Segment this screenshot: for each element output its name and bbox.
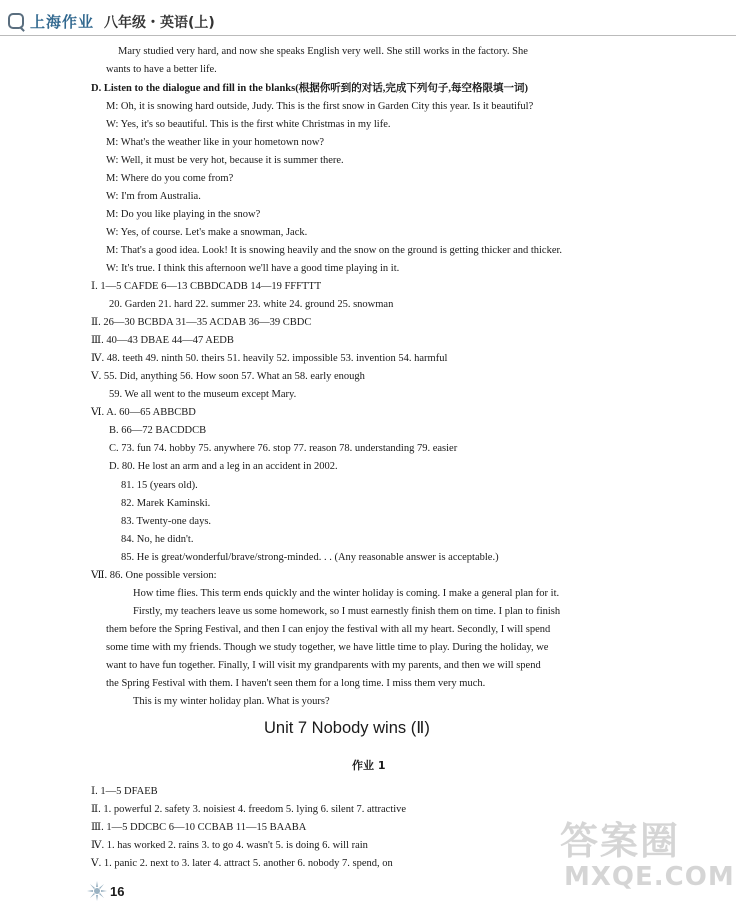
- dialogue-line: W: Yes, of course. Let's make a snowman, Jack.: [106, 227, 308, 238]
- answer-line: 82. Marek Kaminski.: [121, 498, 211, 509]
- answer-line: Ⅱ. 26—30 BCBDA 31—35 ACDAB 36—39 CBDC: [91, 317, 312, 328]
- answer-line: Ⅶ. 86. One possible version:: [91, 570, 217, 581]
- answer-line: 84. No, he didn't.: [121, 534, 194, 545]
- answer-line: C. 73. fun 74. hobby 75. anywhere 76. stop 77. reason 78. understanding 79. easier: [109, 443, 458, 454]
- homework-title: 作业 1: [352, 759, 386, 772]
- answer-line: Ⅴ. 55. Did, anything 56. How soon 57. What an 58. early enough: [91, 371, 365, 382]
- search-logo-icon: [8, 13, 24, 29]
- answer-line: Mary studied very hard, and now she speaks English very well. She still works in the factory. She: [118, 46, 528, 57]
- page-ornament-icon: [86, 880, 108, 902]
- header-divider: [0, 35, 736, 36]
- answer-line: Ⅳ. 1. has worked 2. rains 3. to go 4. wasn't 5. is doing 6. will rain: [91, 840, 368, 851]
- answer-line: Ⅴ. 1. panic 2. next to 3. later 4. attract 5. another 6. nobody 7. spend, on: [91, 858, 393, 869]
- essay-line: How time flies. This term ends quickly and the winter holiday is coming. I make a general plan for it.: [133, 588, 560, 599]
- dialogue-line: M: What's the weather like in your hometown now?: [106, 137, 325, 148]
- answer-line: 20. Garden 21. hard 22. summer 23. white 24. ground 25. snowman: [109, 299, 394, 310]
- dialogue-line: M: Where do you come from?: [106, 173, 234, 184]
- dialogue-line: W: It's true. I think this afternoon we'll have a good time playing in it.: [106, 263, 400, 274]
- essay-line: Firstly, my teachers leave us some homework, so I must earnestly finish them on time. I plan to finish: [133, 606, 561, 617]
- essay-line: want to have fun together. Finally, I will visit my grandparents with my parents, and then we will spend: [106, 660, 541, 671]
- watermark-url: MXQE.COM: [564, 862, 735, 892]
- answer-line: Ⅰ. 1—5 DFAEB: [91, 786, 158, 797]
- answer-line: Ⅰ. 1—5 CAFDE 6—13 CBBDCADB 14—19 FFFTTT: [91, 281, 322, 292]
- essay-line: This is my winter holiday plan. What is yours?: [133, 696, 330, 707]
- essay-line: the Spring Festival with them. I haven't seen them for a long time. I miss them very much.: [106, 678, 486, 689]
- answer-line: D. 80. He lost an arm and a leg in an accident in 2002.: [109, 461, 338, 472]
- page-number: 16: [110, 884, 125, 899]
- answer-line: 85. He is great/wonderful/brave/strong-minded. . . (Any reasonable answer is acceptable.): [121, 552, 499, 563]
- dialogue-line: W: I'm from Australia.: [106, 191, 201, 202]
- dialogue-line: W: Well, it must be very hot, because it is summer there.: [106, 155, 344, 166]
- answer-line: 83. Twenty-one days.: [121, 516, 212, 527]
- dialogue-line: M: Oh, it is snowing hard outside, Judy. This is the first snow in Garden City this year. Is it beautiful?: [106, 101, 534, 112]
- answer-line: Ⅲ. 1—5 DDCBC 6—10 CCBAB 11—15 BAABA: [91, 822, 307, 833]
- watermark: [552, 810, 735, 900]
- section-heading: D. Listen to the dialogue and fill in the blanks(根据你听到的对话,完成下列句子,每空格限填一词): [91, 83, 528, 94]
- answer-line: Ⅵ. A. 60—65 ABBCBD: [91, 407, 196, 418]
- answer-line: Ⅲ. 40—43 DBAE 44—47 AEDB: [91, 335, 234, 346]
- grade-subject: 八年级・英语(上): [104, 15, 215, 31]
- essay-line: them before the Spring Festival, and then I can enjoy the festival with all my heart. Secondly, I will spend: [106, 624, 551, 635]
- answer-line: 59. We all went to the museum except Mary.: [109, 389, 297, 400]
- brand-title: 上海作业: [30, 13, 95, 31]
- unit-title: Unit 7 Nobody wins (Ⅱ): [264, 719, 430, 737]
- answer-line: Ⅳ. 48. teeth 49. ninth 50. theirs 51. heavily 52. impossible 53. invention 54. harmful: [91, 353, 448, 364]
- dialogue-line: M: That's a good idea. Look! It is snowing heavily and the snow on the ground is getting thicker and thicker.: [106, 245, 563, 256]
- answer-line: Ⅱ. 1. powerful 2. safety 3. noisiest 4. freedom 5. lying 6. silent 7. attractive: [91, 804, 407, 815]
- watermark-text: 答案圈: [560, 819, 681, 863]
- dialogue-line: W: Yes, it's so beautiful. This is the first white Christmas in my life.: [106, 119, 391, 130]
- page-header: [0, 0, 736, 40]
- dialogue-line: M: Do you like playing in the snow?: [106, 209, 261, 220]
- answer-line: 81. 15 (years old).: [121, 480, 198, 491]
- essay-line: some time with my friends. Though we study together, we have little time to play. During the holiday, we: [106, 642, 549, 653]
- answer-line: B. 66—72 BACDDCB: [109, 425, 207, 436]
- answer-line: wants to have a better life.: [106, 64, 217, 75]
